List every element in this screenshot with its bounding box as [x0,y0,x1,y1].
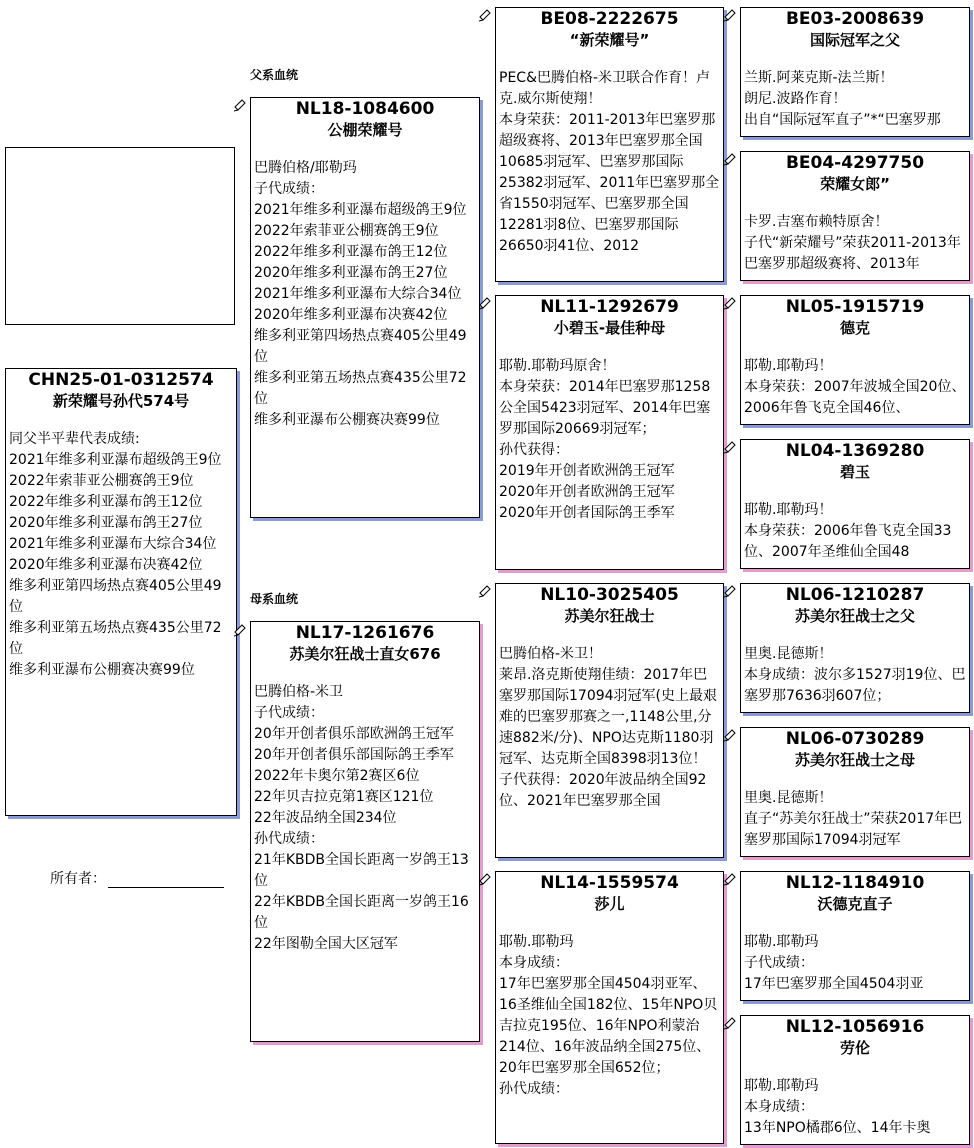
subject-card[interactable] [5,368,237,816]
info-line: 本身荣获：2011-2013年巴塞罗那超级赛将、2013年巴塞罗那全国10685羽冠军、巴塞罗那国际25382羽冠军、2011年巴塞罗那全省1550羽冠军、巴塞罗那全国12281羽8位、巴塞罗那国际26650羽41位、2012 [499,112,720,254]
info-line: 2020年维多利亚瀑布决赛42位 [9,557,203,573]
sire-ring: NL18-1084600 [295,99,435,119]
info-line: 本身成绩：波尔多1527羽19位、巴塞罗那7636羽607位； [744,667,966,704]
sire-edit-icon[interactable] [233,98,247,112]
sdd-card[interactable] [740,439,970,569]
sd-name: 小碧玉-最佳种母 [553,319,666,337]
dds-info [741,932,969,995]
info-line: 莱昂.洛克斯使翔佳绩：2017年巴塞罗那国际17094羽冠军(史上最艰难的巴塞罗那赛之一,1148公里,分速882米/分)、NPO达克斯1180羽冠军、达克斯全国8398羽13位！ [499,667,717,767]
info-line: 维多利亚第四场热点赛405公里49位 [254,328,467,365]
info-line: 2022年索菲亚公棚赛鸽王9位 [9,473,194,489]
info-line: 21年KBDB全国长距离一岁鸽王13位 [254,852,469,889]
info-line: 22年KBDB全国长距离一岁鸽王16位 [254,894,469,931]
info-line: 本身成绩： [744,1099,814,1115]
dss-ring: NL06-1210287 [785,585,925,605]
info-line: 巴腾伯格-米卫 [254,684,344,700]
sds-ring: NL05-1915719 [785,297,925,317]
ds-ring: NL10-3025405 [540,585,679,605]
sd-ring: NL11-1292679 [540,297,679,317]
dds-edit-icon[interactable] [723,872,737,886]
dam-sire-card[interactable] [495,583,724,858]
dd-name: 莎儿 [594,895,625,913]
sss-name: 国际冠军之父 [809,31,900,49]
dam-edit-icon[interactable] [233,623,247,637]
dd-ring: NL14-1559574 [540,873,679,893]
info-line: 2022年维多利亚瀑布鸽王12位 [254,244,448,260]
ddd-ring: NL12-1056916 [785,1017,925,1037]
info-line: 出自“国际冠军直子”*“巴塞罗那 [744,112,941,128]
ssd-name: 荣耀女郎” [820,175,890,193]
info-line: 本身荣获：2014年巴塞罗那1258公全国5423羽冠军、2014年巴塞罗那国际20669羽冠军； [499,379,711,437]
info-line: 子代“新荣耀号”荣获2011-2013年巴塞罗那超级赛将、2013年 [744,235,961,272]
sd-info [496,356,723,524]
sd-edit-icon[interactable] [478,296,492,310]
owner-field[interactable] [50,868,224,888]
info-line: 维多利亚第四场热点赛405公里49位 [9,578,222,615]
sds-edit-icon[interactable] [723,296,737,310]
dam-dam-card[interactable] [495,871,724,1144]
sire-dam-card[interactable] [495,295,724,570]
info-line: 子代成绩： [254,181,324,197]
info-line: 2021年维多利亚瀑布超级鸽王9位 [9,452,222,468]
info-line: 同父半平辈代表成绩: [9,431,140,447]
subject-ring: CHN25-01-0312574 [28,370,214,390]
info-line: 兰斯.阿莱克斯-法兰斯！ [744,70,894,86]
info-line: 20年开创者俱乐部国际鸽王季军 [254,747,454,763]
dam-ring: NL17-1261676 [295,623,435,643]
ss-name: “新荣耀号” [569,31,650,49]
info-line: 孙代获得： [499,442,569,458]
info-line: 2022年卡奥尔第2赛区6位 [254,768,420,784]
sire-line-label: 父系血统 [250,68,299,82]
dss-edit-icon[interactable] [723,584,737,598]
info-line: 2020年维多利亚瀑布鸽王27位 [254,265,448,281]
info-line: PEC&巴腾伯格-米卫联合作育！卢克.威尔斯使翔！ [499,70,711,107]
info-line: 2020年开创者欧洲鸽王冠军 [499,484,675,500]
info-line: 耶勒.耶勒玛 [744,934,819,950]
info-line: 孙代成绩： [254,831,324,847]
info-line: 20年开创者俱乐部欧洲鸽王冠军 [254,726,454,742]
ds-info [496,644,723,812]
ss-edit-icon[interactable] [478,8,492,22]
dsd-edit-icon[interactable] [723,728,737,742]
info-line: 里奥.昆德斯！ [744,790,833,806]
ddd-info [741,1076,969,1139]
subject-info [6,429,236,681]
dd-info [496,932,723,1100]
info-line: 2021年维多利亚瀑布超级鸽王9位 [254,202,467,218]
ddd-name: 劳伦 [839,1039,870,1057]
dds-ring: NL12-1184910 [785,873,925,893]
dss-name: 苏美尔狂战士之父 [794,607,915,625]
sdd-edit-icon[interactable] [723,440,737,454]
sire-sire-card[interactable] [495,7,724,282]
info-line: 17年巴塞罗那全国4504羽亚 [744,976,924,992]
dam-name: 苏美尔狂战士直女676 [289,645,441,663]
ssd-card[interactable] [740,151,970,281]
dam-line-label: 母系血统 [250,592,299,606]
dam-card[interactable] [250,621,480,1042]
ssd-ring: BE04-4297750 [785,153,925,173]
sss-ring: BE03-2008639 [785,9,925,29]
info-line: 子代成绩： [744,955,814,971]
dss-info [741,644,969,707]
sire-card[interactable] [250,97,480,518]
info-line: 2020年开创者国际鸽王季军 [499,505,675,521]
sds-info [741,356,969,419]
sss-card[interactable] [740,7,970,137]
info-line: 维多利亚瀑布公棚赛决赛99位 [9,662,195,678]
sds-card[interactable] [740,295,970,425]
info-line: 22年图勒全国大区冠军 [254,936,398,952]
info-line: 2022年维多利亚瀑布鸽王12位 [9,494,203,510]
info-line: 本身荣获：2007年波城全国20位、2006年鲁飞克全国46位、 [744,379,966,416]
subject-name: 新荣耀号孙代574号 [52,392,190,410]
ss-info [496,68,723,257]
ssd-info [741,212,969,275]
info-line: 2020年维多利亚瀑布决赛42位 [254,307,448,323]
sss-info [741,68,969,131]
info-line: 22年贝吉拉克第1赛区121位 [254,789,434,805]
info-line: 2021年维多利亚瀑布大综合34位 [254,286,462,302]
info-line: 维多利亚第五场热点赛435公里72位 [254,370,467,407]
info-line: 耶勒.耶勒玛！ [744,358,833,374]
info-line: 13年NPO橘郡6位、14年卡奥 [744,1120,931,1136]
info-line: 巴腾伯格/耶勒玛 [254,160,357,176]
info-line: 子代获得：2020年波品纳全国92位、2021年巴塞罗那全国 [499,772,707,809]
dsd-info [741,788,969,851]
info-line: 孙代成绩： [499,1081,569,1097]
ss-ring: BE08-2222675 [540,9,679,29]
info-line: 耶勒.耶勒玛原舍！ [499,358,616,374]
dd-edit-icon[interactable] [478,872,492,886]
info-line: 2019年开创者欧洲鸽王冠军 [499,463,675,479]
dsd-name: 苏美尔狂战士之母 [794,751,915,769]
dds-name: 沃德克直子 [817,895,893,913]
info-line: 卡罗.吉塞布赖特原舍！ [744,214,889,230]
info-line: 本身荣获：2006年鲁飞克全国33位、2007年圣维仙全国48 [744,523,952,560]
owner-underline [108,873,224,888]
ds-edit-icon[interactable] [478,584,492,598]
dss-card[interactable] [740,583,970,713]
info-line: 维多利亚第五场热点赛435公里72位 [9,620,222,657]
info-line: 子代成绩： [254,705,324,721]
owner-label: 所有者： [50,871,106,887]
sdd-ring: NL04-1369280 [785,441,925,461]
dsd-ring: NL06-0730289 [785,729,925,749]
ddd-edit-icon[interactable] [723,1016,737,1030]
info-line: 2022年索菲亚公棚赛鸽王9位 [254,223,439,239]
info-line: 本身成绩： [499,955,569,971]
info-line: 耶勒.耶勒玛 [744,1078,819,1094]
ssd-edit-icon[interactable] [723,152,737,166]
dds-card[interactable] [740,871,970,1001]
info-line: 里奥.昆德斯！ [744,646,833,662]
ds-name: 苏美尔狂战士 [564,607,655,625]
dsd-card[interactable] [740,727,970,857]
ddd-card[interactable] [740,1015,970,1145]
dam-info [251,682,479,955]
info-line: 维多利亚瀑布公棚赛决赛99位 [254,412,440,428]
sire-name: 公棚荣耀号 [327,121,403,139]
info-line: 直子“苏美尔狂战士”荣获2017年巴塞罗那国际17094羽冠军 [744,811,963,848]
info-line: 耶勒.耶勒玛！ [744,502,833,518]
photo-placeholder[interactable] [5,147,235,325]
info-line: 22年波品纳全国234位 [254,810,397,826]
info-line: 2020年维多利亚瀑布鸽王27位 [9,515,203,531]
sds-name: 德克 [839,319,870,337]
info-line: 朗尼.波路作育！ [744,91,847,107]
info-line: 巴腾伯格-米卫！ [499,646,603,662]
sss-edit-icon[interactable] [723,8,737,22]
info-line: 2021年维多利亚瀑布大综合34位 [9,536,217,552]
info-line: 耶勒.耶勒玛 [499,934,574,950]
sdd-name: 碧玉 [839,463,870,481]
info-line: 17年巴塞罗那全国4504羽亚军、16圣维仙全国182位、15年NPO贝吉拉克195位、16年NPO利蒙治214位、16年波品纳全国275位、20年巴塞罗那全国652位； [499,976,718,1076]
sire-info [251,158,479,431]
sdd-info [741,500,969,563]
